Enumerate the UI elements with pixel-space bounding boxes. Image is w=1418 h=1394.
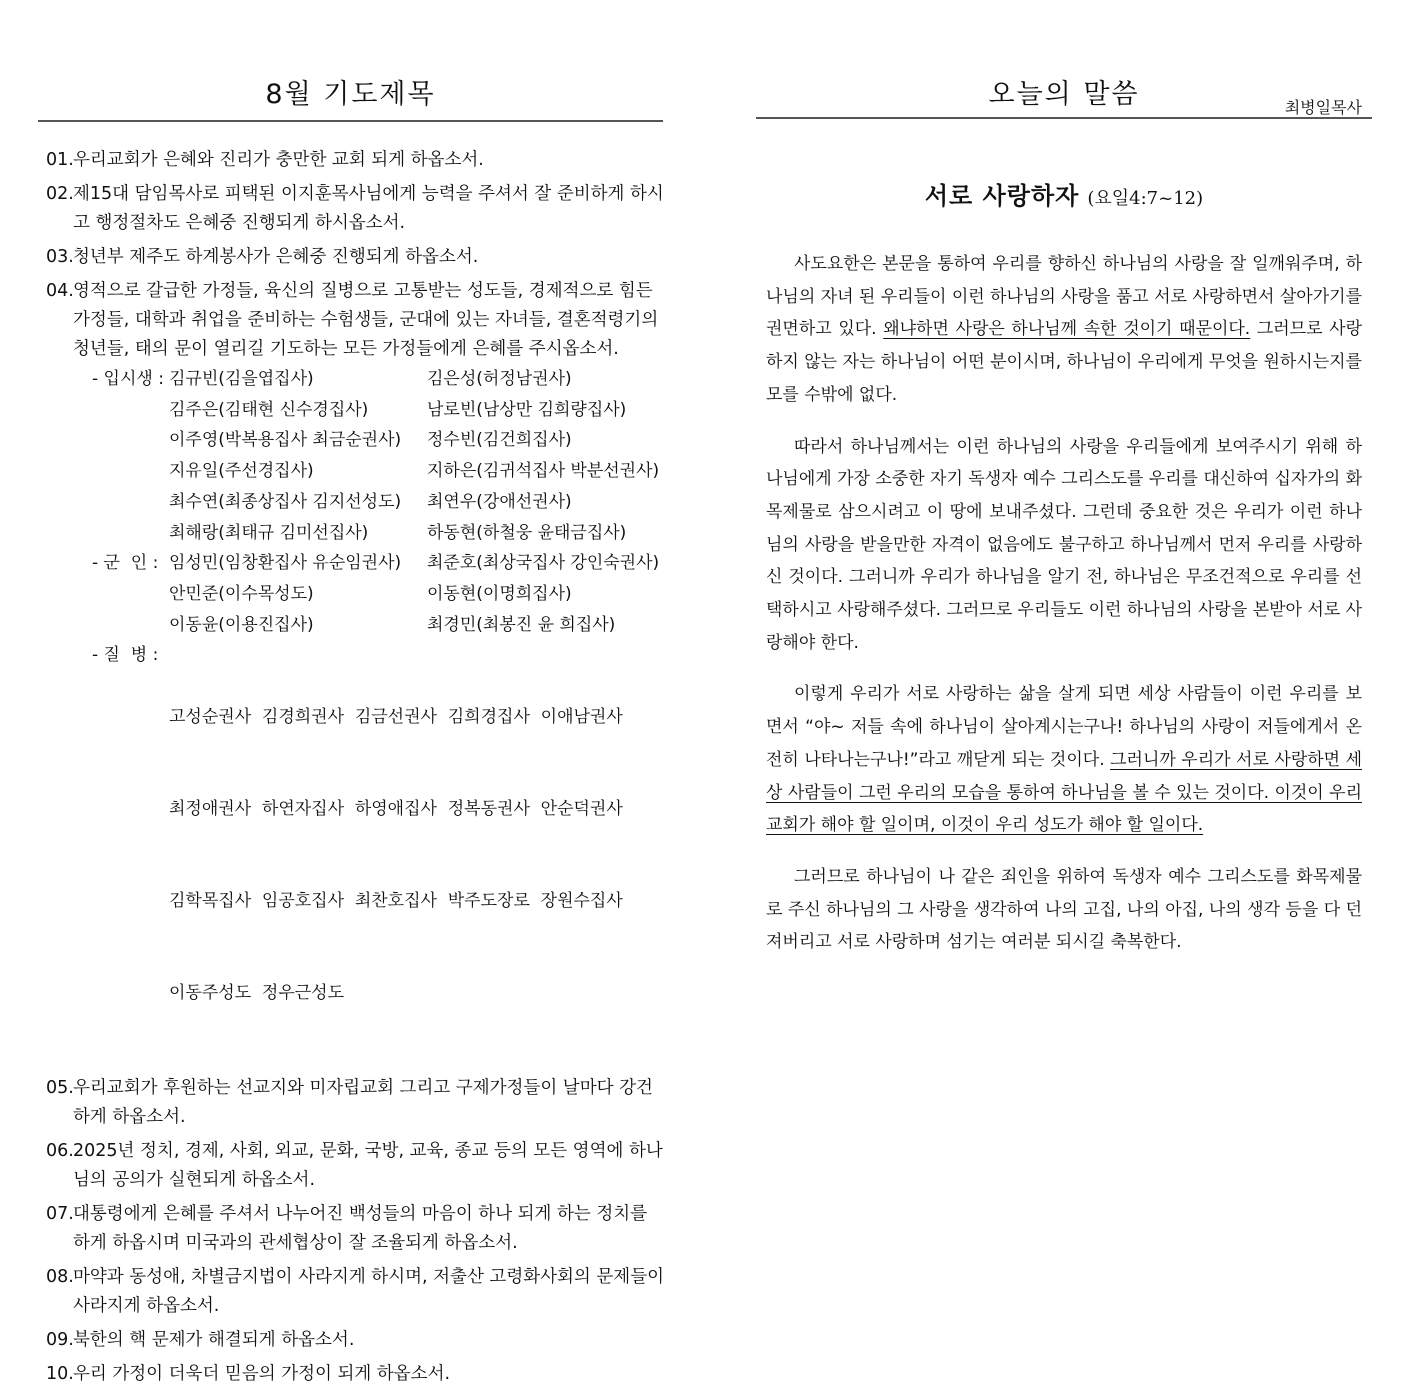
name-entry: 임성민(임창환집사 유순임권사) bbox=[169, 553, 402, 574]
sermon-body bbox=[766, 248, 1362, 978]
name-entry: 김규빈(김을엽집사) bbox=[169, 369, 314, 389]
name-entry: 하동현(하철웅 윤태금집사) bbox=[427, 522, 627, 543]
name-entry: 김은성(허정남권사) bbox=[427, 369, 572, 389]
underlined-emphasis: 왜냐하면 사랑은 하나님께 속한 것이기 때문이다. bbox=[883, 319, 1251, 340]
title-divider bbox=[38, 120, 663, 122]
item-text: 마약과 동성애, 차별금지법이 사라지게 하시며, 저출산 고령화사회의 문제들이 사라지게 하옵소서. bbox=[73, 1267, 665, 1317]
prayer-item-05 bbox=[46, 1074, 666, 1132]
item-number: 04. bbox=[46, 281, 74, 301]
illness-line: 고성순권사 김경희권사 김금선권사 김희경집사 이애남권사 bbox=[169, 706, 623, 727]
illness-group bbox=[54, 640, 666, 1070]
author-name: 최병일목사 bbox=[1284, 98, 1362, 117]
soldiers-names bbox=[169, 548, 666, 640]
exam-students-names bbox=[169, 364, 666, 548]
illness-line: 이동주성도 정우근성도 bbox=[169, 983, 345, 1004]
prayer-item-02 bbox=[46, 180, 666, 238]
item-text: 청년부 제주도 하계봉사가 은혜중 진행되게 하옵소서. bbox=[73, 247, 479, 267]
item-text: 2025년 정치, 경제, 사회, 외교, 문화, 국방, 교육, 종교 등의 모든 영역에 하나님의 공의가 실현되게 하옵소서. bbox=[73, 1141, 663, 1191]
prayer-item-10 bbox=[46, 1360, 666, 1389]
soldiers-group bbox=[54, 548, 666, 640]
prayer-title: 8월 기도제목 bbox=[265, 79, 436, 110]
item-number: 05. bbox=[46, 1078, 74, 1099]
prayer-item-07 bbox=[46, 1200, 666, 1258]
exam-students-group bbox=[54, 364, 666, 548]
sermon-paragraph-3 bbox=[766, 678, 1362, 842]
name-entry: 안민준(이수목성도) bbox=[169, 583, 314, 604]
scripture-reference: (요일4:7~12) bbox=[1087, 188, 1204, 209]
prayer-item-09 bbox=[46, 1326, 666, 1355]
name-entry: 정수빈(김건희집사) bbox=[427, 430, 572, 451]
sermon-heading bbox=[756, 176, 1372, 211]
soldiers-label: - 군 인 : bbox=[92, 553, 159, 574]
sermon-paragraph-2: 따라서 하나님께서는 이런 하나님의 사랑을 우리들에게 보여주시기 위해 하나님에게 가장 소중한 자기 독생자 예수 그리스도를 우리를 대신하여 십자가의 화목제물로 삼으시려고 이 땅에 보내주셨다. 그런데 중요한 것은 우리가 이런 하나님의 사랑을 받을만한 자격이 없음에도 불구하고 하나님께서 먼저 우리를 사랑하신 것이다. 그러니까 우리가 하나님을 알기 전, 하나님은 무조건적으로 우리를 선택하시고 사랑해주셨다. 그러므로 우리들도 이런 하나님의 사랑을 본받아 서로 사랑해야 한다. bbox=[766, 436, 1362, 653]
sermon-paragraph-4: 그러므로 하나님이 나 같은 죄인을 위하여 독생자 예수 그리스도를 화목제물로 주신 하나님의 그 사랑을 생각하여 나의 고집, 나의 아집, 나의 생각 등을 다 던져버리고 서로 사랑하며 섬기는 여러분 되시길 축복한다. bbox=[766, 866, 1362, 953]
name-entry: 남로빈(남상만 김희량집사) bbox=[427, 399, 627, 420]
paragraph-text: 사도요한은 본문을 통하여 우리를 향하신 하나님의 사랑을 잘 일깨워주며, 하나님의 자녀 된 우리들이 이런 하나님의 사랑을 품고 서로 사랑하면서 살아가기를 권면하고 있다. bbox=[766, 254, 1362, 340]
item-number: 06. bbox=[46, 1141, 74, 1162]
sermon-paragraph-1 bbox=[766, 248, 1362, 412]
item-number: 03. bbox=[46, 247, 74, 267]
item-number: 09. bbox=[46, 1330, 74, 1351]
sermon-title: 서로 사랑하자 bbox=[924, 182, 1080, 210]
prayer-item-03 bbox=[46, 243, 666, 272]
item-number: 01. bbox=[46, 150, 74, 170]
item-text: 우리 가정이 더욱더 믿음의 가정이 되게 하옵소서. bbox=[73, 1364, 451, 1385]
prayer-list bbox=[46, 146, 666, 1394]
name-entry: 이동윤(이용진집사) bbox=[169, 614, 314, 635]
item-number: 02. bbox=[46, 184, 74, 204]
paragraph-text: 이렇게 우리가 서로 사랑하는 삶을 살게 되면 세상 사람들이 이런 우리를 보면서 “야~ 저들 속에 하나님이 살아계시는구나! 하나님의 사랑이 저들에게서 온전히 나타나는구나!”라고 깨닫게 되는 것이다. bbox=[766, 684, 1362, 770]
item-text: 대통령에게 은혜를 주셔서 나누어진 백성들의 마음이 하나 되게 하는 정치를 하게 하옵시며 미국과의 관세협상이 잘 조율되게 하옵소서. bbox=[73, 1204, 648, 1254]
name-entry: 최수연(최종상집사 김지선성도) bbox=[169, 491, 402, 512]
name-entry: 최연우(강애선권사) bbox=[427, 491, 572, 512]
name-entry: 최경민(최봉진 윤 희집사) bbox=[427, 614, 616, 635]
illness-label: - 질 병 : bbox=[92, 645, 159, 666]
sermon-section-title: 오늘의 말씀 bbox=[988, 79, 1140, 110]
item-text: 영적으로 갈급한 가정들, 육신의 질병으로 고통받는 성도들, 경제적으로 힘든 가정들, 대학과 취업을 준비하는 수험생들, 군대에 있는 자녀들, 결혼적령기의 청년들, 태의 문이 열리길 기도하는 모든 가정들에게 은혜를 주시옵소서. bbox=[73, 281, 659, 359]
name-entry: 이주영(박복용집사 최금순권사) bbox=[169, 430, 402, 451]
name-entry: 지하은(김귀석집사 박분선권사) bbox=[427, 461, 660, 482]
title-divider bbox=[756, 117, 1372, 119]
underlined-emphasis: 그러니까 우리가 서로 사랑하면 세상 사람들이 그런 우리의 모습을 통하여 하나님을 볼 수 있는 것이다. 이것이 우리 교회가 해야 할 일이며, 이것이 우리 성도가 해야 할 일이다. bbox=[766, 749, 1363, 836]
item-text: 우리교회가 은혜와 진리가 충만한 교회 되게 하옵소서. bbox=[73, 150, 484, 170]
name-entry: 이동현(이명희집사) bbox=[427, 583, 572, 604]
prayer-item-06 bbox=[46, 1137, 666, 1195]
prayer-item-01 bbox=[46, 146, 666, 175]
name-entry: 지유일(주선경집사) bbox=[169, 461, 314, 482]
illness-line: 김학목집사 임공호집사 최찬호집사 박주도장로 장원수집사 bbox=[169, 890, 623, 911]
illness-line: 최정애권사 하연자집사 하영애집사 정복동권사 안순덕권사 bbox=[169, 798, 623, 819]
name-entry: 김주은(김태현 신수경집사) bbox=[169, 399, 369, 420]
item-text: 제15대 담임목사로 피택된 이지훈목사님에게 능력을 주셔서 잘 준비하게 하시고 행정절차도 은혜중 진행되게 하시옵소서. bbox=[73, 184, 664, 233]
illness-names bbox=[169, 640, 666, 1070]
item-text: 우리교회가 후원하는 선교지와 미자립교회 그리고 구제가정들이 날마다 강건하게 하옵소서. bbox=[73, 1078, 653, 1128]
prayer-item-04 bbox=[46, 277, 666, 364]
item-number: 10. bbox=[46, 1364, 74, 1385]
paragraph-text: 그러므로 사랑하지 않는 자는 하나님이 어떤 분이시며, 하나님이 우리에게 무엇을 원하시는지를 모를 수밖에 없다. bbox=[766, 319, 1362, 405]
name-entry: 최해랑(최태규 김미선집사) bbox=[169, 522, 369, 543]
name-entry: 최준호(최상국집사 강인숙권사) bbox=[427, 553, 660, 574]
item-number: 07. bbox=[46, 1204, 74, 1225]
prayer-item-08 bbox=[46, 1263, 666, 1321]
item-number: 08. bbox=[46, 1267, 74, 1288]
item-text: 북한의 핵 문제가 해결되게 하옵소서. bbox=[73, 1330, 355, 1351]
exam-students-label: - 입시생 : bbox=[92, 369, 164, 389]
